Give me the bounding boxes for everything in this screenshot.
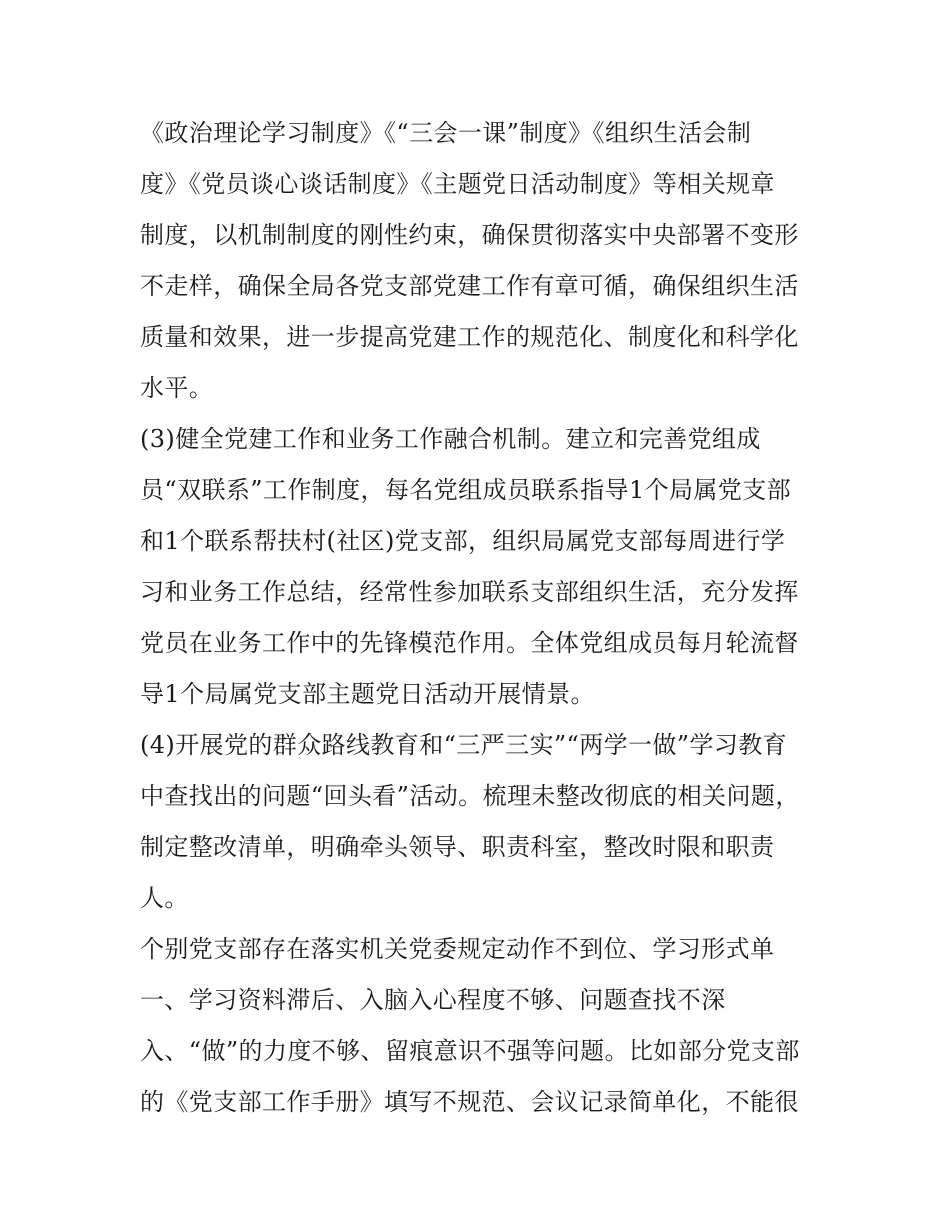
text-line: (4)开展党的群众路线教育和“三严三实”“两学一做”学习教育	[140, 731, 788, 759]
text-line: 入、“做”的力度不够、留痕意识不强等问题。比如部分党支部	[140, 1037, 800, 1065]
text-line: 个别党支部存在落实机关党委规定动作不到位、学习形式单	[140, 935, 775, 963]
text-line: 习和业务工作总结，经常性参加联系支部组织生活，充分发挥	[140, 578, 799, 606]
text-line: 不走样，确保全局各党支部党建工作有章可循，确保组织生活	[140, 272, 799, 300]
text-line: (3)健全党建工作和业务工作融合机制。建立和完善党组成	[140, 425, 761, 453]
text-line: 制定整改清单，明确牵头领导、职责科室，整改时限和职责	[140, 833, 775, 861]
text-line: 人。	[140, 884, 189, 912]
text-line: 党员在业务工作中的先锋模范作用。全体党组成员每月轮流督	[140, 629, 799, 657]
text-line: 质量和效果，进一步提高党建工作的规范化、制度化和科学化	[140, 323, 799, 351]
body-text	[140, 108, 830, 1128]
text-line: 员“双联系”工作制度，每名党组成员联系指导1个局属党支部	[140, 476, 792, 504]
text-line: 中查找出的问题“回头看”活动。梳理未整改彻底的相关问题，	[140, 782, 800, 810]
text-line: 度》《党员谈心谈话制度》《主题党日活动制度》等相关规章	[140, 170, 775, 198]
text-line: 一、学习资料滞后、入脑入心程度不够、问题查找不深	[140, 986, 726, 1014]
text-line: 《政治理论学习制度》《“三会一课”制度》《组织生活会制	[140, 119, 752, 147]
text-line: 水平。	[140, 374, 214, 402]
text-line: 导1个局属党支部主题党日活动开展情景。	[140, 680, 595, 708]
text-line: 的《党支部工作手册》填写不规范、会议记录简单化，不能很	[140, 1088, 799, 1116]
text-line: 制度，以机制制度的刚性约束，确保贯彻落实中央部署不变形	[140, 221, 799, 249]
text-line: 和1个联系帮扶村(社区)党支部，组织局属党支部每周进行学	[140, 527, 786, 555]
